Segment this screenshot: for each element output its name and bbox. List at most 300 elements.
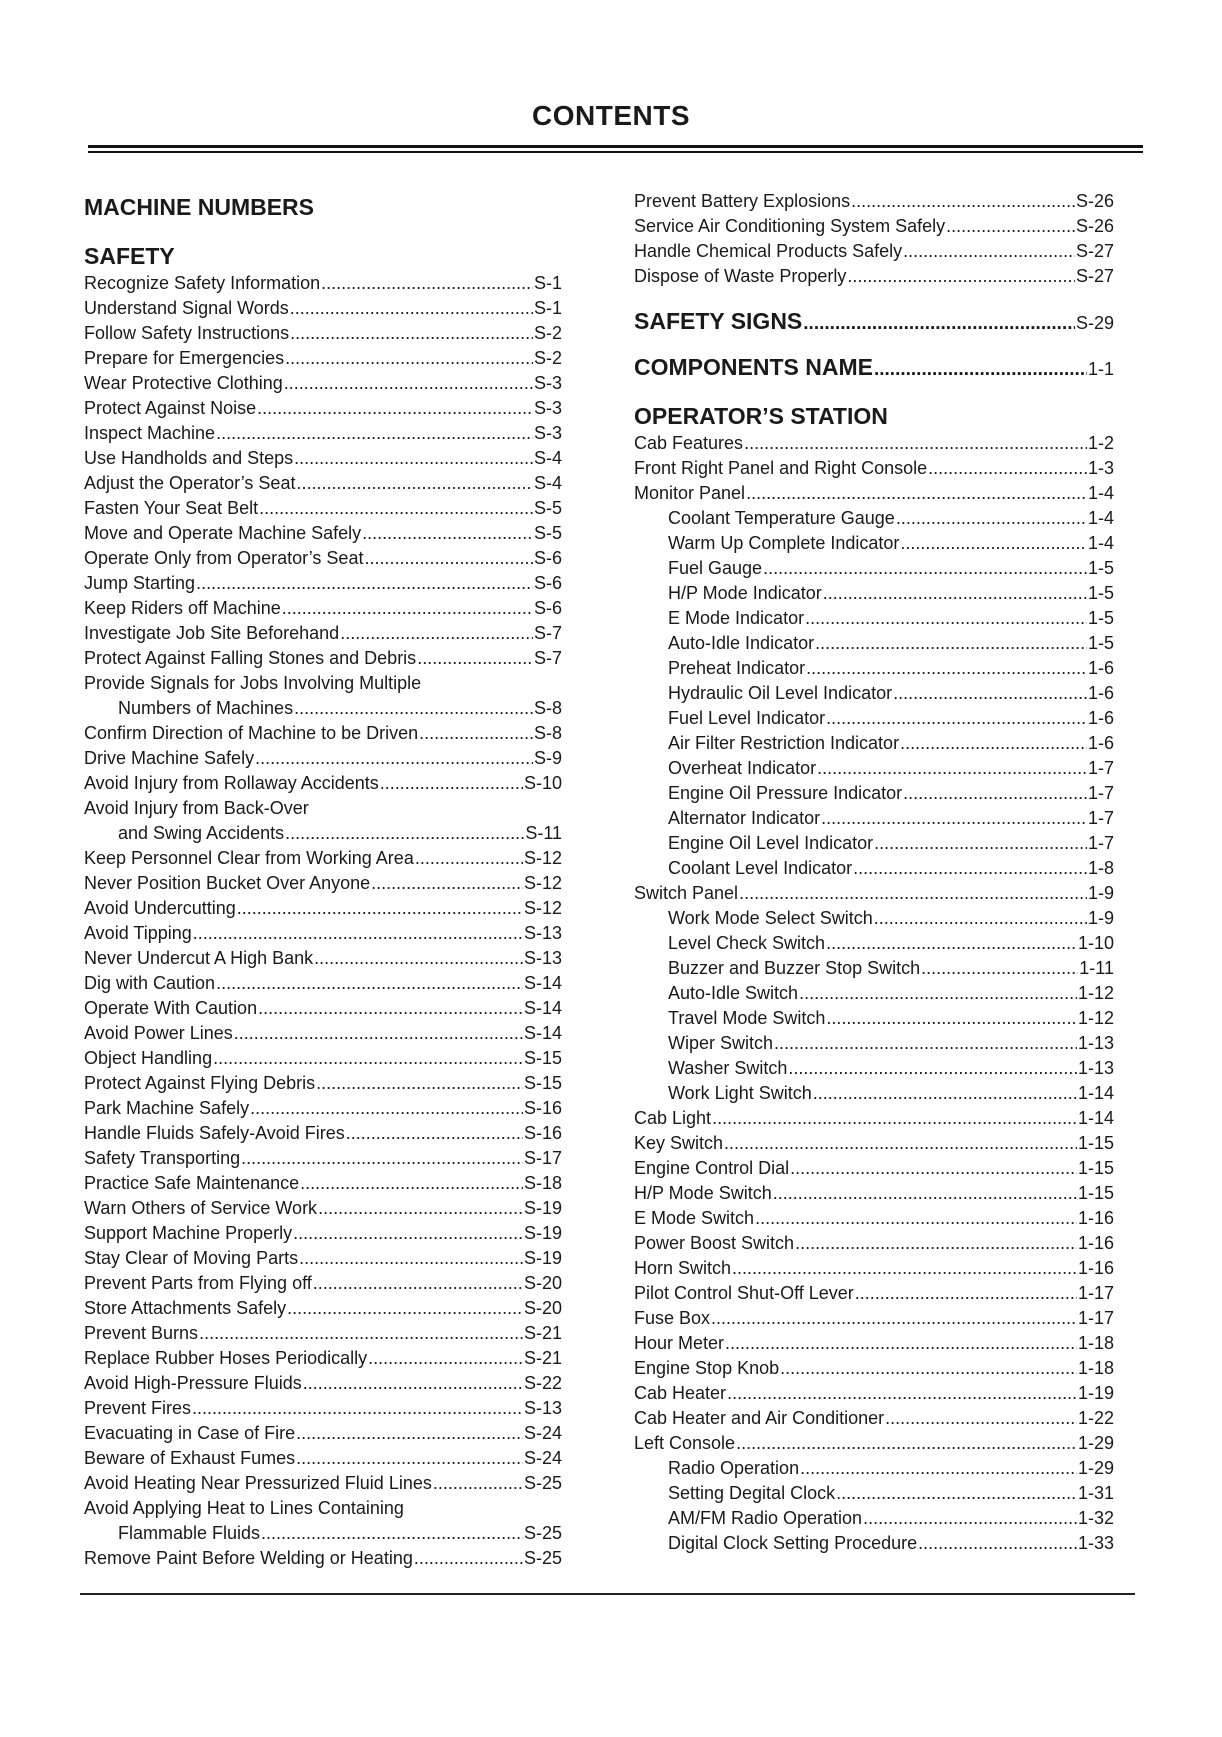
toc-entry-page: S-13 <box>523 1398 562 1418</box>
toc-entry-page: 1-5 <box>1087 608 1114 628</box>
toc-entry-title: Cab Heater <box>634 1383 727 1403</box>
toc-entry-page: S-1 <box>533 298 562 318</box>
leader-dots <box>296 1446 523 1471</box>
toc-entry-line: Provide Signals for Jobs Involving Multiple <box>84 673 422 693</box>
toc-entry-page: S-12 <box>523 873 562 893</box>
toc-entry[interactable] <box>634 1356 1114 1381</box>
leader-dots <box>433 1471 523 1496</box>
toc-entry[interactable] <box>634 481 1114 506</box>
leader-dots <box>732 1256 1077 1281</box>
toc-entry[interactable] <box>634 239 1114 264</box>
toc-entry-page: S-25 <box>523 1473 562 1493</box>
toc-entry[interactable] <box>634 1481 1114 1506</box>
toc-entry[interactable] <box>634 731 1114 756</box>
toc-entry[interactable] <box>84 1471 562 1496</box>
toc-entry-page: S-12 <box>523 848 562 868</box>
toc-entry-page: S-22 <box>523 1373 562 1393</box>
toc-entry[interactable] <box>84 1421 562 1446</box>
leader-dots <box>340 621 533 646</box>
leader-dots <box>287 1296 523 1321</box>
toc-entry[interactable] <box>634 264 1114 289</box>
toc-entry-title: Numbers of Machines <box>118 698 294 718</box>
toc-entry[interactable] <box>84 1221 562 1246</box>
toc-entry[interactable] <box>84 1121 562 1146</box>
toc-entry[interactable] <box>84 571 562 596</box>
leader-dots <box>261 1521 523 1546</box>
toc-entry[interactable] <box>634 556 1114 581</box>
toc-entry[interactable] <box>84 471 562 496</box>
toc-entry-page: S-25 <box>523 1523 562 1543</box>
leader-dots <box>885 1406 1077 1431</box>
toc-entry-title: Air Filter Restriction Indicator <box>668 733 900 753</box>
toc-entry-title: Flammable Fluids <box>118 1523 261 1543</box>
toc-entry[interactable] <box>84 696 562 721</box>
toc-entry-title: Protect Against Flying Debris <box>84 1073 316 1093</box>
leader-dots <box>300 1171 523 1196</box>
toc-entry-title: Never Position Bucket Over Anyone <box>84 873 371 893</box>
toc-heading-page: 1-1 <box>1087 359 1114 379</box>
toc-entry-page: 1-9 <box>1087 908 1114 928</box>
leader-dots <box>290 296 533 321</box>
leader-dots <box>259 496 533 521</box>
toc-entry-page: S-10 <box>523 773 562 793</box>
spacer <box>84 225 562 235</box>
toc-entry[interactable] <box>634 881 1114 906</box>
leader-dots <box>368 1346 523 1371</box>
toc-entry-page: S-18 <box>523 1173 562 1193</box>
toc-entry-page: S-20 <box>523 1298 562 1318</box>
leader-dots <box>921 956 1078 981</box>
toc-entry[interactable] <box>634 681 1114 706</box>
toc-entry[interactable] <box>634 981 1114 1006</box>
toc-entry[interactable] <box>84 271 562 296</box>
toc-entry-page: S-14 <box>523 1023 562 1043</box>
toc-entry-page: S-15 <box>523 1073 562 1093</box>
leader-dots <box>299 1246 523 1271</box>
toc-entry[interactable] <box>634 1381 1114 1406</box>
toc-entry-page: S-21 <box>523 1323 562 1343</box>
toc-entry-title: Jump Starting <box>84 573 196 593</box>
toc-entry[interactable] <box>634 606 1114 631</box>
toc-entry[interactable] <box>634 1006 1114 1031</box>
leader-dots <box>362 521 533 546</box>
title-rule-thick <box>88 145 1143 148</box>
leader-dots <box>196 571 533 596</box>
toc-entry[interactable] <box>634 1206 1114 1231</box>
toc-entry-page: S-11 <box>525 823 562 843</box>
toc-entry-title: Safety Transporting <box>84 1148 241 1168</box>
toc-entry[interactable] <box>634 1306 1114 1331</box>
toc-entry-page: 1-5 <box>1087 583 1114 603</box>
leader-dots <box>318 1196 523 1221</box>
toc-entry-title: Understand Signal Words <box>84 298 289 318</box>
toc-entry-title: Protect Against Noise <box>84 398 257 418</box>
leader-dots <box>900 531 1087 556</box>
toc-entry[interactable] <box>84 496 562 521</box>
toc-entry-page: S-26 <box>1075 191 1114 211</box>
toc-entry-title: Never Undercut A High Bank <box>84 948 314 968</box>
toc-entry[interactable] <box>634 189 1114 214</box>
leader-dots <box>346 1121 523 1146</box>
toc-entry[interactable] <box>84 1346 562 1371</box>
toc-entry[interactable] <box>634 1431 1114 1456</box>
toc-heading-components-name[interactable] <box>634 349 1114 385</box>
leader-dots <box>321 271 533 296</box>
toc-entry[interactable] <box>634 1156 1114 1181</box>
toc-entry-page: S-3 <box>533 423 562 443</box>
toc-entry[interactable] <box>84 846 562 871</box>
toc-entry-title: Confirm Direction of Machine to be Driven <box>84 723 419 743</box>
leader-dots <box>216 971 523 996</box>
toc-entry-title: Protect Against Falling Stones and Debris <box>84 648 417 668</box>
toc-heading-safety-signs[interactable] <box>634 303 1114 339</box>
toc-entry[interactable] <box>84 971 562 996</box>
toc-entry[interactable] <box>84 1196 562 1221</box>
toc-entry[interactable] <box>84 1171 562 1196</box>
toc-entry[interactable] <box>84 321 562 346</box>
toc-entry[interactable] <box>634 1056 1114 1081</box>
toc-entry-title: Handle Fluids Safely-Avoid Fires <box>84 1123 345 1143</box>
toc-entry[interactable] <box>84 1396 562 1421</box>
toc-entry-page: S-19 <box>523 1248 562 1268</box>
toc-entry-title: Work Light Switch <box>668 1083 812 1103</box>
toc-entry[interactable] <box>84 371 562 396</box>
toc-entry[interactable] <box>634 631 1114 656</box>
toc-entry-title: Avoid High-Pressure Fluids <box>84 1373 302 1393</box>
leader-dots <box>855 1281 1077 1306</box>
leader-dots <box>296 471 533 496</box>
toc-entry[interactable] <box>84 1271 562 1296</box>
toc-entry-page: 1-12 <box>1077 983 1114 1003</box>
toc-entry[interactable] <box>84 946 562 971</box>
toc-entry-title: Prevent Parts from Flying off <box>84 1273 312 1293</box>
toc-entry-title: Engine Control Dial <box>634 1158 790 1178</box>
spacer <box>634 289 1114 303</box>
toc-entry[interactable] <box>634 1181 1114 1206</box>
toc-entry[interactable] <box>84 921 562 946</box>
toc-entry[interactable] <box>84 821 562 846</box>
toc-entry-page: 1-15 <box>1077 1133 1114 1153</box>
toc-entry[interactable] <box>634 906 1114 931</box>
toc-entry-page: 1-17 <box>1077 1308 1114 1328</box>
toc-entry-title: Operate Only from Operator’s Seat <box>84 548 364 568</box>
toc-entry[interactable] <box>84 446 562 471</box>
toc-entry-page: 1-5 <box>1087 633 1114 653</box>
toc-entry-page: 1-9 <box>1087 883 1114 903</box>
toc-entry-title: Buzzer and Buzzer Stop Switch <box>668 958 921 978</box>
toc-entry-page: 1-14 <box>1077 1108 1114 1128</box>
toc-entry[interactable] <box>634 1256 1114 1281</box>
toc-entry[interactable] <box>84 1546 562 1571</box>
toc-entry-page: 1-2 <box>1087 433 1114 453</box>
toc-entry-title: Auto-Idle Switch <box>668 983 799 1003</box>
toc-entry[interactable] <box>634 1131 1114 1156</box>
leader-dots <box>419 721 533 746</box>
leader-dots <box>795 1231 1077 1256</box>
leader-dots <box>893 681 1087 706</box>
toc-entry[interactable] <box>634 831 1114 856</box>
toc-heading-title: COMPONENTS NAME <box>634 354 873 380</box>
toc-entry-title: Fuse Box <box>634 1308 711 1328</box>
toc-entry[interactable] <box>84 1371 562 1396</box>
toc-entry-title: Dispose of Waste Properly <box>634 266 847 286</box>
toc-entry[interactable] <box>84 346 562 371</box>
toc-entry-page: S-13 <box>523 923 562 943</box>
toc-entry-page: S-9 <box>533 748 562 768</box>
toc-entry-title: Front Right Panel and Right Console <box>634 458 928 478</box>
toc-entry-title: Preheat Indicator <box>668 658 806 678</box>
leader-dots <box>788 1056 1077 1081</box>
toc-entry-title: Service Air Conditioning System Safely <box>634 216 946 236</box>
toc-entry[interactable] <box>84 1521 562 1546</box>
toc-entry-title: and Swing Accidents <box>118 823 285 843</box>
toc-entry-page: 1-7 <box>1087 758 1114 778</box>
toc-entry[interactable] <box>634 531 1114 556</box>
toc-entry[interactable] <box>84 521 562 546</box>
toc-entry[interactable] <box>634 781 1114 806</box>
toc-entry[interactable] <box>84 546 562 571</box>
toc-entry-title: Left Console <box>634 1433 736 1453</box>
toc-entry[interactable] <box>84 896 562 921</box>
toc-entry[interactable] <box>84 1096 562 1121</box>
toc-entry-page: S-26 <box>1075 216 1114 236</box>
toc-entry-page: 1-12 <box>1077 1008 1114 1028</box>
toc-entry-page: S-25 <box>523 1548 562 1568</box>
toc-entry[interactable] <box>84 1296 562 1321</box>
toc-entry-title: Coolant Level Indicator <box>668 858 853 878</box>
toc-list-safety <box>84 271 562 1571</box>
toc-entry-page: 1-33 <box>1077 1533 1114 1553</box>
leader-dots <box>853 856 1087 881</box>
toc-entry-page: S-8 <box>533 698 562 718</box>
toc-entry[interactable] <box>84 1146 562 1171</box>
toc-entry-page: 1-16 <box>1077 1208 1114 1228</box>
leader-dots <box>918 1531 1077 1556</box>
toc-entry[interactable] <box>634 656 1114 681</box>
toc-entry-page: 1-5 <box>1087 558 1114 578</box>
toc-entry[interactable] <box>634 456 1114 481</box>
toc-entry[interactable] <box>84 421 562 446</box>
toc-entry-title: Power Boost Switch <box>634 1233 795 1253</box>
toc-entry-title: Keep Riders off Machine <box>84 598 281 618</box>
toc-entry-title: Overheat Indicator <box>668 758 817 778</box>
toc-entry[interactable] <box>84 1071 562 1096</box>
toc-entry-page: 1-10 <box>1077 933 1114 953</box>
toc-entry[interactable] <box>84 996 562 1021</box>
toc-entry[interactable] <box>84 721 562 746</box>
toc-entry-title: Pilot Control Shut-Off Lever <box>634 1283 854 1303</box>
toc-entry-page: 1-4 <box>1087 483 1114 503</box>
toc-entry-page: S-16 <box>523 1123 562 1143</box>
toc-entry-title: Switch Panel <box>634 883 739 903</box>
leader-dots <box>712 1106 1077 1131</box>
toc-entry-title: Cab Light <box>634 1108 712 1128</box>
leader-dots <box>805 606 1087 631</box>
toc-entry[interactable] <box>634 1331 1114 1356</box>
toc-entry-page: 1-15 <box>1077 1158 1114 1178</box>
toc-entry[interactable] <box>634 1456 1114 1481</box>
leader-dots <box>746 481 1087 506</box>
toc-entry-title: Support Machine Properly <box>84 1223 293 1243</box>
leader-dots <box>755 1206 1077 1231</box>
leader-dots <box>806 656 1087 681</box>
toc-heading-title: SAFETY SIGNS <box>634 308 803 334</box>
leader-dots <box>193 921 523 946</box>
leader-dots <box>903 239 1075 264</box>
toc-entry-page: 1-6 <box>1087 733 1114 753</box>
toc-entry-title: Level Check Switch <box>668 933 826 953</box>
toc-entry-page: 1-6 <box>1087 708 1114 728</box>
leader-dots <box>851 189 1075 214</box>
toc-entry-page: 1-22 <box>1077 1408 1114 1428</box>
leader-dots <box>736 1431 1077 1456</box>
toc-entry[interactable] <box>634 756 1114 781</box>
toc-entry[interactable] <box>634 1506 1114 1531</box>
leader-dots <box>415 846 523 871</box>
toc-entry[interactable] <box>84 646 562 671</box>
toc-entry-page: 1-31 <box>1077 1483 1114 1503</box>
toc-entry-title: E Mode Switch <box>634 1208 755 1228</box>
toc-entry-page: 1-32 <box>1077 1508 1114 1528</box>
toc-entry-title: Digital Clock Setting Procedure <box>668 1533 918 1553</box>
toc-entry-title: Hydraulic Oil Level Indicator <box>668 683 893 703</box>
toc-entry-page: 1-3 <box>1087 458 1114 478</box>
toc-entry-page: S-5 <box>533 498 562 518</box>
toc-entry-title: Setting Degital Clock <box>668 1483 836 1503</box>
toc-entry-page: S-5 <box>533 523 562 543</box>
toc-entry-page: S-19 <box>523 1198 562 1218</box>
section-heading-operators-station: OPERATOR’S STATION <box>634 403 888 429</box>
toc-entry-title: E Mode Indicator <box>668 608 805 628</box>
toc-entry-page: 1-11 <box>1079 958 1114 978</box>
toc-entry[interactable] <box>634 1106 1114 1131</box>
toc-entry-title: H/P Mode Indicator <box>668 583 822 603</box>
leader-dots <box>234 1021 523 1046</box>
toc-entry[interactable] <box>634 1531 1114 1556</box>
toc-entry[interactable] <box>634 1231 1114 1256</box>
toc-entry-title: Fuel Level Indicator <box>668 708 826 728</box>
toc-entry[interactable] <box>84 596 562 621</box>
toc-entry-title: Prevent Battery Explosions <box>634 191 851 211</box>
toc-entry[interactable] <box>634 806 1114 831</box>
toc-entry-title: Monitor Panel <box>634 483 746 503</box>
toc-entry[interactable] <box>634 1281 1114 1306</box>
toc-entry-page: 1-7 <box>1087 783 1114 803</box>
toc-entry-title: Object Handling <box>84 1048 213 1068</box>
toc-entry-page: S-14 <box>523 998 562 1018</box>
toc-entry[interactable] <box>84 771 562 796</box>
toc-entry[interactable] <box>84 1446 562 1471</box>
toc-entry-page: 1-29 <box>1077 1458 1114 1478</box>
toc-entry[interactable] <box>84 1046 562 1071</box>
leader-dots <box>813 1081 1077 1106</box>
title-rule-thin <box>88 151 1143 153</box>
leader-dots <box>282 596 533 621</box>
toc-entry[interactable] <box>634 431 1114 456</box>
toc-entry-page: 1-4 <box>1087 533 1114 553</box>
leader-dots <box>874 352 1087 388</box>
toc-entry[interactable] <box>634 706 1114 731</box>
leader-dots <box>293 1221 523 1246</box>
toc-entry-page: S-27 <box>1075 241 1114 261</box>
toc-entry[interactable] <box>84 396 562 421</box>
toc-entry-title: Adjust the Operator’s Seat <box>84 473 296 493</box>
leader-dots <box>739 881 1087 906</box>
toc-entry-page: S-3 <box>533 398 562 418</box>
toc-entry-title: Travel Mode Switch <box>668 1008 826 1028</box>
toc-entry-title: Engine Oil Level Indicator <box>668 833 874 853</box>
leader-dots <box>799 981 1077 1006</box>
toc-entry[interactable] <box>634 1031 1114 1056</box>
toc-entry-page: S-12 <box>523 898 562 918</box>
leader-dots <box>257 396 533 421</box>
toc-entry-title: Hour Meter <box>634 1333 725 1353</box>
toc-entry-title: Drive Machine Safely <box>84 748 255 768</box>
leader-dots <box>316 1071 523 1096</box>
leader-dots <box>296 1421 523 1446</box>
toc-entry-title: Practice Safe Maintenance <box>84 1173 300 1193</box>
toc-entry-title: Key Switch <box>634 1133 724 1153</box>
toc-entry-title: Beware of Exhaust Fumes <box>84 1448 296 1468</box>
leader-dots <box>417 646 533 671</box>
toc-entry-title: Park Machine Safely <box>84 1098 250 1118</box>
toc-entry-title: Investigate Job Site Beforehand <box>84 623 340 643</box>
leader-dots <box>803 306 1075 342</box>
toc-entry-page: 1-13 <box>1077 1033 1114 1053</box>
toc-entry-page: S-13 <box>523 948 562 968</box>
page-title: CONTENTS <box>532 100 690 131</box>
toc-entry-title: Wiper Switch <box>668 1033 774 1053</box>
toc-entry[interactable] <box>634 931 1114 956</box>
toc-entry-title: Washer Switch <box>668 1058 788 1078</box>
toc-entry[interactable] <box>84 1321 562 1346</box>
toc-entry[interactable] <box>634 856 1114 881</box>
toc-entry-page: 1-6 <box>1087 683 1114 703</box>
toc-entry[interactable] <box>84 871 562 896</box>
leader-dots <box>284 371 533 396</box>
toc-entry-title: Prevent Fires <box>84 1398 192 1418</box>
toc-entry[interactable] <box>84 1246 562 1271</box>
toc-entry[interactable] <box>84 296 562 321</box>
toc-entry[interactable] <box>634 956 1114 981</box>
toc-entry[interactable] <box>634 506 1114 531</box>
toc-entry-page: S-6 <box>533 548 562 568</box>
toc-entry[interactable] <box>84 1021 562 1046</box>
toc-entry-title: AM/FM Radio Operation <box>668 1508 863 1528</box>
leader-dots <box>773 1181 1077 1206</box>
leader-dots <box>874 831 1087 856</box>
toc-entry-page: S-21 <box>523 1348 562 1368</box>
toc-entry[interactable] <box>634 214 1114 239</box>
leader-dots <box>250 1096 523 1121</box>
toc-entry[interactable] <box>634 581 1114 606</box>
leader-dots <box>874 906 1087 931</box>
toc-entry[interactable] <box>634 1081 1114 1106</box>
toc-entry[interactable] <box>634 1406 1114 1431</box>
toc-entry-page: S-6 <box>533 598 562 618</box>
toc-entry-title: Engine Oil Pressure Indicator <box>668 783 903 803</box>
toc-entry[interactable] <box>84 621 562 646</box>
toc-entry-title: Avoid Tipping <box>84 923 192 943</box>
toc-entry[interactable] <box>84 746 562 771</box>
leader-dots <box>414 1546 523 1571</box>
toc-entry-page: 1-6 <box>1087 658 1114 678</box>
toc-list-safety-continued <box>634 189 1114 289</box>
toc-entry-page: 1-4 <box>1087 508 1114 528</box>
leader-dots <box>800 1456 1077 1481</box>
toc-entry-title: Coolant Temperature Gauge <box>668 508 895 528</box>
toc-entry-page: S-3 <box>533 373 562 393</box>
